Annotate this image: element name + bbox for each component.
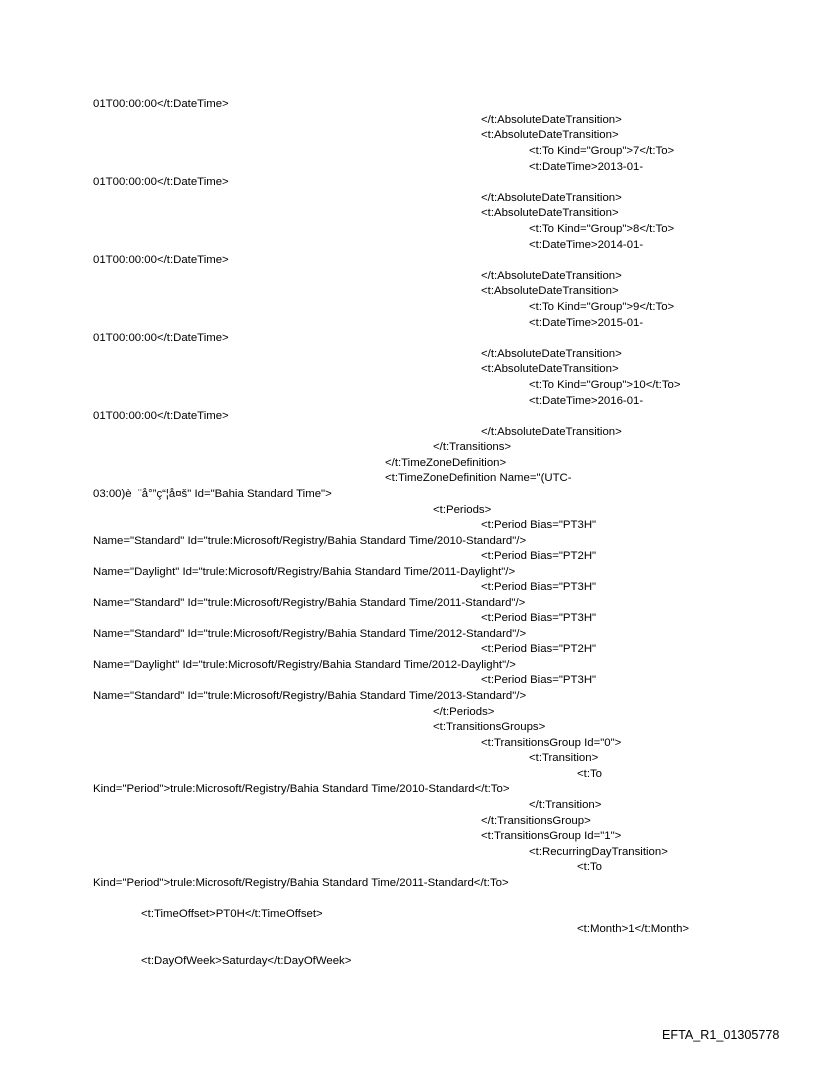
document-line: <t:DateTime>2014-01-	[529, 239, 644, 251]
document-line: </t:AbsoluteDateTransition>	[481, 270, 622, 282]
document-line: <t:AbsoluteDateTransition>	[481, 363, 619, 375]
document-line: <t:To Kind="Group">9</t:To>	[529, 301, 675, 313]
document-line: <t:Period Bias="PT2H"	[481, 550, 597, 562]
document-line: <t:TransitionsGroup Id="1">	[481, 830, 622, 842]
document-line: Name="Standard" Id="trule:Microsoft/Registry/Bahia Standard Time/2011-Standard"/>	[93, 597, 526, 609]
document-line: </t:Transition>	[529, 799, 602, 811]
document-line: <t:To	[577, 768, 603, 780]
document-line: <t:AbsoluteDateTransition>	[481, 285, 619, 297]
document-line: <t:DateTime>2015-01-	[529, 317, 644, 329]
document-line: <t:TimeZoneDefinition Name="(UTC-	[385, 472, 572, 484]
document-line: </t:AbsoluteDateTransition>	[481, 114, 622, 126]
document-line: Name="Standard" Id="trule:Microsoft/Registry/Bahia Standard Time/2010-Standard"/>	[93, 535, 527, 547]
document-line: <t:DateTime>2016-01-	[529, 395, 644, 407]
document-line: </t:AbsoluteDateTransition>	[481, 426, 622, 438]
document-line: <t:Period Bias="PT3H"	[481, 519, 597, 531]
document-line: Name="Daylight" Id="trule:Microsoft/Registry/Bahia Standard Time/2011-Daylight"/>	[93, 566, 516, 578]
document-line: <t:To Kind="Group">8</t:To>	[529, 223, 675, 235]
document-line: 03:00)è ¨å°”ç“¦å¤š" Id="Bahia Standard Time">	[93, 488, 332, 500]
document-line: <t:To	[577, 861, 603, 873]
document-line: <t:AbsoluteDateTransition>	[481, 207, 619, 219]
document-line: <t:RecurringDayTransition>	[529, 846, 668, 858]
document-line: <t:Transition>	[529, 752, 599, 764]
document-line: </t:Transitions>	[433, 441, 512, 453]
document-line: <t:Period Bias="PT2H"	[481, 643, 597, 655]
document-line: <t:DateTime>2013-01-	[529, 161, 644, 173]
document-line: <t:AbsoluteDateTransition>	[481, 129, 619, 141]
document-line: <t:TransitionsGroup Id="0">	[481, 737, 622, 749]
document-line: <t:DayOfWeek>Saturday</t:DayOfWeek>	[141, 955, 352, 967]
document-line: <t:Periods>	[433, 504, 492, 516]
document-line: <t:TimeOffset>PT0H</t:TimeOffset>	[141, 908, 323, 920]
document-line: 01T00:00:00</t:DateTime>	[93, 176, 229, 188]
document-line: Kind="Period">trule:Microsoft/Registry/Bahia Standard Time/2011-Standard</t:To>	[93, 877, 509, 889]
document-line: <t:To Kind="Group">7</t:To>	[529, 145, 675, 157]
document-line: 01T00:00:00</t:DateTime>	[93, 98, 229, 110]
document-line: Kind="Period">trule:Microsoft/Registry/Bahia Standard Time/2010-Standard</t:To>	[93, 783, 510, 795]
document-line: <t:Period Bias="PT3H"	[481, 581, 597, 593]
document-line: <t:TransitionsGroups>	[433, 721, 546, 733]
document-line: </t:AbsoluteDateTransition>	[481, 192, 622, 204]
document-line: Name="Daylight" Id="trule:Microsoft/Registry/Bahia Standard Time/2012-Daylight"/>	[93, 659, 516, 671]
document-line: <t:Period Bias="PT3H"	[481, 674, 597, 686]
document-line: </t:Periods>	[433, 706, 495, 718]
document-line: Name="Standard" Id="trule:Microsoft/Registry/Bahia Standard Time/2012-Standard"/>	[93, 628, 527, 640]
document-line: <t:To Kind="Group">10</t:To>	[529, 379, 681, 391]
document-line: </t:AbsoluteDateTransition>	[481, 348, 622, 360]
document-line: <t:Month>1</t:Month>	[577, 923, 690, 935]
document-id-footer: EFTA_R1_01305778	[662, 1028, 780, 1042]
document-line: </t:TimeZoneDefinition>	[385, 457, 507, 469]
document-line: <t:Period Bias="PT3H"	[481, 612, 597, 624]
document-line: Name="Standard" Id="trule:Microsoft/Registry/Bahia Standard Time/2013-Standard"/>	[93, 690, 527, 702]
document-line: 01T00:00:00</t:DateTime>	[93, 254, 229, 266]
document-line: 01T00:00:00</t:DateTime>	[93, 410, 229, 422]
document-line: </t:TransitionsGroup>	[481, 815, 591, 827]
document-line: 01T00:00:00</t:DateTime>	[93, 332, 229, 344]
